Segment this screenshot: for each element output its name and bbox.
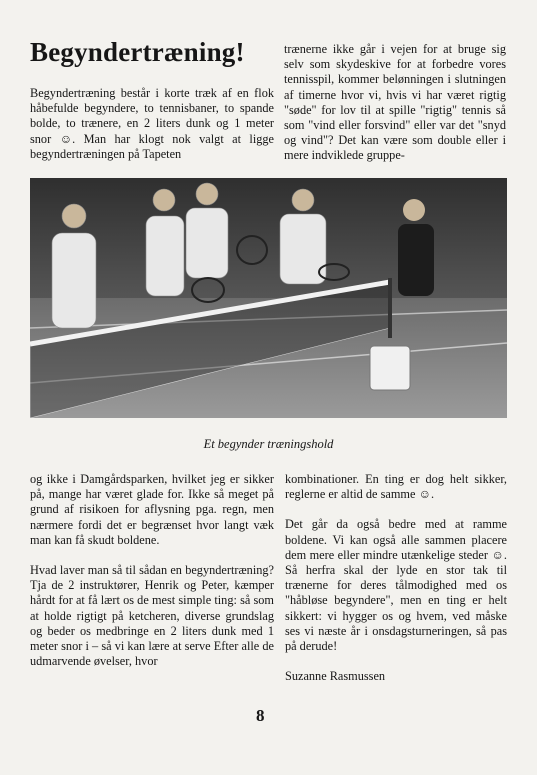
- photo-caption: Et begynder træningshold: [203, 437, 334, 451]
- column-3: [30, 472, 274, 669]
- photo-illustration: [30, 178, 507, 418]
- column-1: [30, 86, 274, 162]
- paragraph: Begyndertræning består i korte træk af en flok håbefulde begyndere, to tennisbaner, to spande bolde, to trænere, en 2 liters dunk og 1 meter snor ☺. Man har klogt nok valgt at ligge begyndertræningen på Tapeten: [30, 86, 274, 161]
- column-4: [285, 472, 507, 684]
- paragraph: trænerne ikke går i vejen for at bruge sig selv som skydeskive for at forbedre vores tennisspil, kommer belønningen i slutningen af timerne hvor vi, hvis vi har været rigtig "søde" for lov til at spille "rigtig" tennis så som "vind eller forsvind" eller var det "snyd og vind"? Det kan være som double eller i mere indviklede gruppe-: [284, 42, 506, 163]
- paragraph: Det går da også bedre med at ramme boldene. Vi kan også alle sammen placere dem mere eller mindre utænkelige steder ☺. Så herfra skal der lyde en stor tak til trænerne for deres tålmodighed med os "håbløse begyndere", men en ting er helt sikkert: vi hygger os og hvem, ved måske ses vi næste år i onsdagsturneringen, så pas på derude!: [285, 517, 507, 654]
- paragraph: Hvad laver man så til sådan en begyndertræning? Tja de 2 instruktører, Henrik og Peter, kæmper hårdt for at få lært os de mest simple ting: så som at holde rigtigt på ketcheren, diverse grundslag og beder os medbringe en 2 liters dunk med 1 meter snor i – så vi kan lære at serve Efter alle de udmarvende øvelser, hvor: [30, 563, 274, 669]
- page-number: 8: [256, 706, 265, 725]
- tennis-group-photo: [30, 178, 507, 418]
- paragraph: kombinationer. En ting er dog helt sikker, reglerne er altid de samme ☺.: [285, 472, 507, 502]
- author-signature: Suzanne Rasmussen: [285, 669, 386, 684]
- column-2: [284, 42, 506, 164]
- article-title: Begyndertræning!: [30, 37, 245, 67]
- paragraph: og ikke i Damgårdsparken, hvilket jeg er sikker på, mange har været glade for. Ikke så meget på grund af risikoen for aflysning pga. regn, men nærmere fordi det er begrænset hvor langt væk man kan få skudt boldene.: [30, 472, 274, 547]
